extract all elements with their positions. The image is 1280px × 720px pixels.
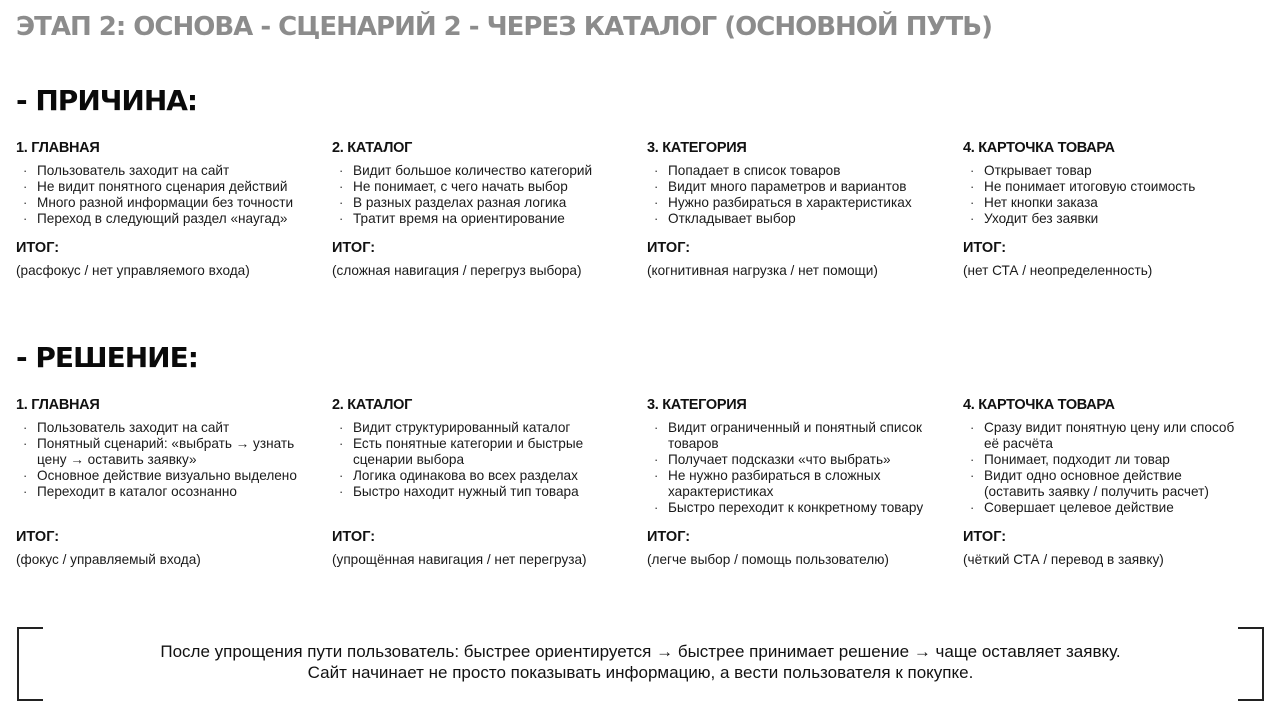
result-label: ИТОГ: [332,240,376,256]
bullet-dot-icon: · [23,484,28,499]
bullet-dot-icon: · [654,500,659,515]
bullet-dot-icon: · [970,211,975,226]
result-text: (расфокус / нет управляемого входа) [16,263,250,278]
list-item [16,420,316,436]
list-item [647,468,947,500]
bullet-dot-icon: · [970,468,975,483]
bullet-dot-icon: · [339,484,344,499]
cause-section-title: - ПРИЧИНА: [16,84,198,117]
list-item [647,211,947,227]
list-item-text: Есть понятные категории и быстрые сценарии выбора [353,436,584,467]
bullet-dot-icon: · [339,420,344,435]
column-heading: 2. КАТАЛОГ [332,397,412,413]
result-label: ИТОГ: [16,529,60,545]
result-text: (легче выбор / помощь пользователю) [647,552,889,567]
list-item [332,420,622,436]
bullet-dot-icon: · [339,163,344,178]
bullet-dot-icon: · [23,420,28,435]
bullet-dot-icon: · [654,179,659,194]
bullet-dot-icon: · [970,420,975,435]
list-item-text: Пользователь заходит на сайт [37,420,230,435]
bullet-dot-icon: · [654,211,659,226]
list-item [16,195,316,211]
bullet-dot-icon: · [23,211,28,226]
list-item-text: В разных разделах разная логика [353,195,567,210]
list-item [963,179,1243,195]
list-item-text: Не нужно разбираться в сложных характеристиках [668,468,881,499]
list-item [332,468,622,484]
bullet-dot-icon: · [339,468,344,483]
bullet-list [963,163,1243,227]
list-item [16,163,316,179]
summary-box [17,627,1264,701]
solution-column-2 [332,397,622,587]
list-item [16,468,316,484]
list-item [332,211,622,227]
bullet-dot-icon: · [23,436,28,451]
bullet-list [963,420,1243,516]
list-item-text: Получает подсказки «что выбрать» [668,452,891,467]
list-item-text: Сразу видит понятную цену или способ её расчёта [984,420,1235,451]
bullet-dot-icon: · [23,163,28,178]
cause-column-1 [16,140,316,330]
summary-line-2: Сайт начинает не просто показывать информацию, а вести пользователя к покупке. [307,663,974,682]
list-item-text: Много разной информации без точности [37,195,294,210]
summary-line-1: После упрощения пути пользователь: быстрее ориентируется → быстрее принимает решение → чаще оставляет заявку. [160,642,1121,661]
list-item [963,420,1243,452]
bullet-dot-icon: · [970,195,975,210]
solution-column-1 [16,397,316,587]
list-item-text: Нужно разбираться в характеристиках [668,195,912,210]
list-item-text: Нет кнопки заказа [984,195,1098,210]
page-title: ЭТАП 2: ОСНОВА - СЦЕНАРИЙ 2 - ЧЕРЕЗ КАТАЛОГ (ОСНОВНОЙ ПУТЬ) [16,12,992,42]
list-item-text: Откладывает выбор [668,211,796,226]
list-item-text: Уходит без заявки [984,211,1099,226]
result-label: ИТОГ: [16,240,60,256]
solution-column-4 [963,397,1243,587]
bullet-dot-icon: · [339,195,344,210]
list-item [647,420,947,452]
cause-column-4 [963,140,1243,330]
list-item [16,179,316,195]
column-heading: 4. КАРТОЧКА ТОВАРА [963,140,1115,156]
solution-column-3 [647,397,947,587]
list-item [963,211,1243,227]
column-heading: 2. КАТАЛОГ [332,140,412,156]
bullet-dot-icon: · [339,179,344,194]
list-item-text: Видит ограниченный и понятный список товаров [668,420,922,451]
list-item [332,179,622,195]
list-item [16,436,316,468]
list-item [332,163,622,179]
list-item-text: Логика одинакова во всех разделах [353,468,578,483]
list-item [647,452,947,468]
bullet-dot-icon: · [654,452,659,467]
result-text: (фокус / управляемый входа) [16,552,201,567]
bullet-dot-icon: · [23,195,28,210]
list-item-text: Видит одно основное действие (оставить заявку / получить расчет) [984,468,1209,499]
list-item-text: Попадает в список товаров [668,163,841,178]
bullet-dot-icon: · [339,436,344,451]
list-item-text: Не понимает, с чего начать выбор [353,179,568,194]
result-label: ИТОГ: [332,529,376,545]
bullet-dot-icon: · [654,163,659,178]
list-item-text: Видит структурированный каталог [353,420,571,435]
right-bracket [1238,627,1264,701]
result-label: ИТОГ: [647,240,691,256]
bullet-list [332,163,622,227]
bullet-dot-icon: · [339,211,344,226]
bullet-dot-icon: · [23,179,28,194]
result-text: (упрощённая навигация / нет перегруза) [332,552,587,567]
list-item [647,500,947,516]
solution-section-title: - РЕШЕНИЕ: [16,341,198,374]
result-text: (чёткий СТА / перевод в заявку) [963,552,1164,567]
list-item-text: Понимает, подходит ли товар [984,452,1170,467]
list-item-text: Видит большое количество категорий [353,163,593,178]
list-item [16,484,316,500]
list-item-text: Не понимает итоговую стоимость [984,179,1196,194]
list-item [963,163,1243,179]
list-item-text: Быстро переходит к конкретному товару [668,500,924,515]
result-label: ИТОГ: [647,529,691,545]
bullet-list [332,420,622,500]
list-item [16,211,316,227]
bullet-dot-icon: · [970,179,975,194]
bullet-list [647,163,947,227]
bullet-dot-icon: · [654,195,659,210]
bullet-dot-icon: · [23,468,28,483]
bullet-dot-icon: · [654,420,659,435]
list-item [647,163,947,179]
list-item [332,484,622,500]
column-heading: 4. КАРТОЧКА ТОВАРА [963,397,1115,413]
list-item-text: Открывает товар [984,163,1092,178]
list-item-text: Быстро находит нужный тип товара [353,484,579,499]
column-heading: 3. КАТЕГОРИЯ [647,397,747,413]
list-item [332,195,622,211]
list-item [963,468,1243,500]
list-item-text: Понятный сценарий: «выбрать → узнать цену → оставить заявку» [37,436,295,467]
result-label: ИТОГ: [963,529,1007,545]
column-heading: 1. ГЛАВНАЯ [16,140,100,156]
summary-text [57,641,1224,683]
list-item-text: Не видит понятного сценария действий [37,179,288,194]
list-item [647,195,947,211]
column-heading: 1. ГЛАВНАЯ [16,397,100,413]
bullet-dot-icon: · [970,452,975,467]
result-text: (когнитивная нагрузка / нет помощи) [647,263,878,278]
list-item-text: Основное действие визуально выделено [37,468,297,483]
bullet-dot-icon: · [970,163,975,178]
list-item-text: Совершает целевое действие [984,500,1174,515]
cause-column-2 [332,140,622,330]
list-item-text: Пользователь заходит на сайт [37,163,230,178]
list-item [647,179,947,195]
list-item [963,195,1243,211]
list-item [332,436,622,468]
result-text: (нет СТА / неопределенность) [963,263,1153,278]
bullet-dot-icon: · [654,468,659,483]
left-bracket [17,627,43,701]
list-item-text: Видит много параметров и вариантов [668,179,907,194]
column-heading: 3. КАТЕГОРИЯ [647,140,747,156]
solution-columns [16,397,1276,587]
bullet-dot-icon: · [970,500,975,515]
cause-columns [16,140,1276,330]
bullet-list [647,420,947,516]
list-item [963,500,1243,516]
result-label: ИТОГ: [963,240,1007,256]
cause-column-3 [647,140,947,330]
list-item-text: Тратит время на ориентирование [353,211,565,226]
result-text: (сложная навигация / перегруз выбора) [332,263,582,278]
bullet-list [16,420,316,500]
bullet-list [16,163,316,227]
list-item-text: Переход в следующий раздел «наугад» [37,211,288,226]
list-item-text: Переходит в каталог осознанно [37,484,237,499]
list-item [963,452,1243,468]
